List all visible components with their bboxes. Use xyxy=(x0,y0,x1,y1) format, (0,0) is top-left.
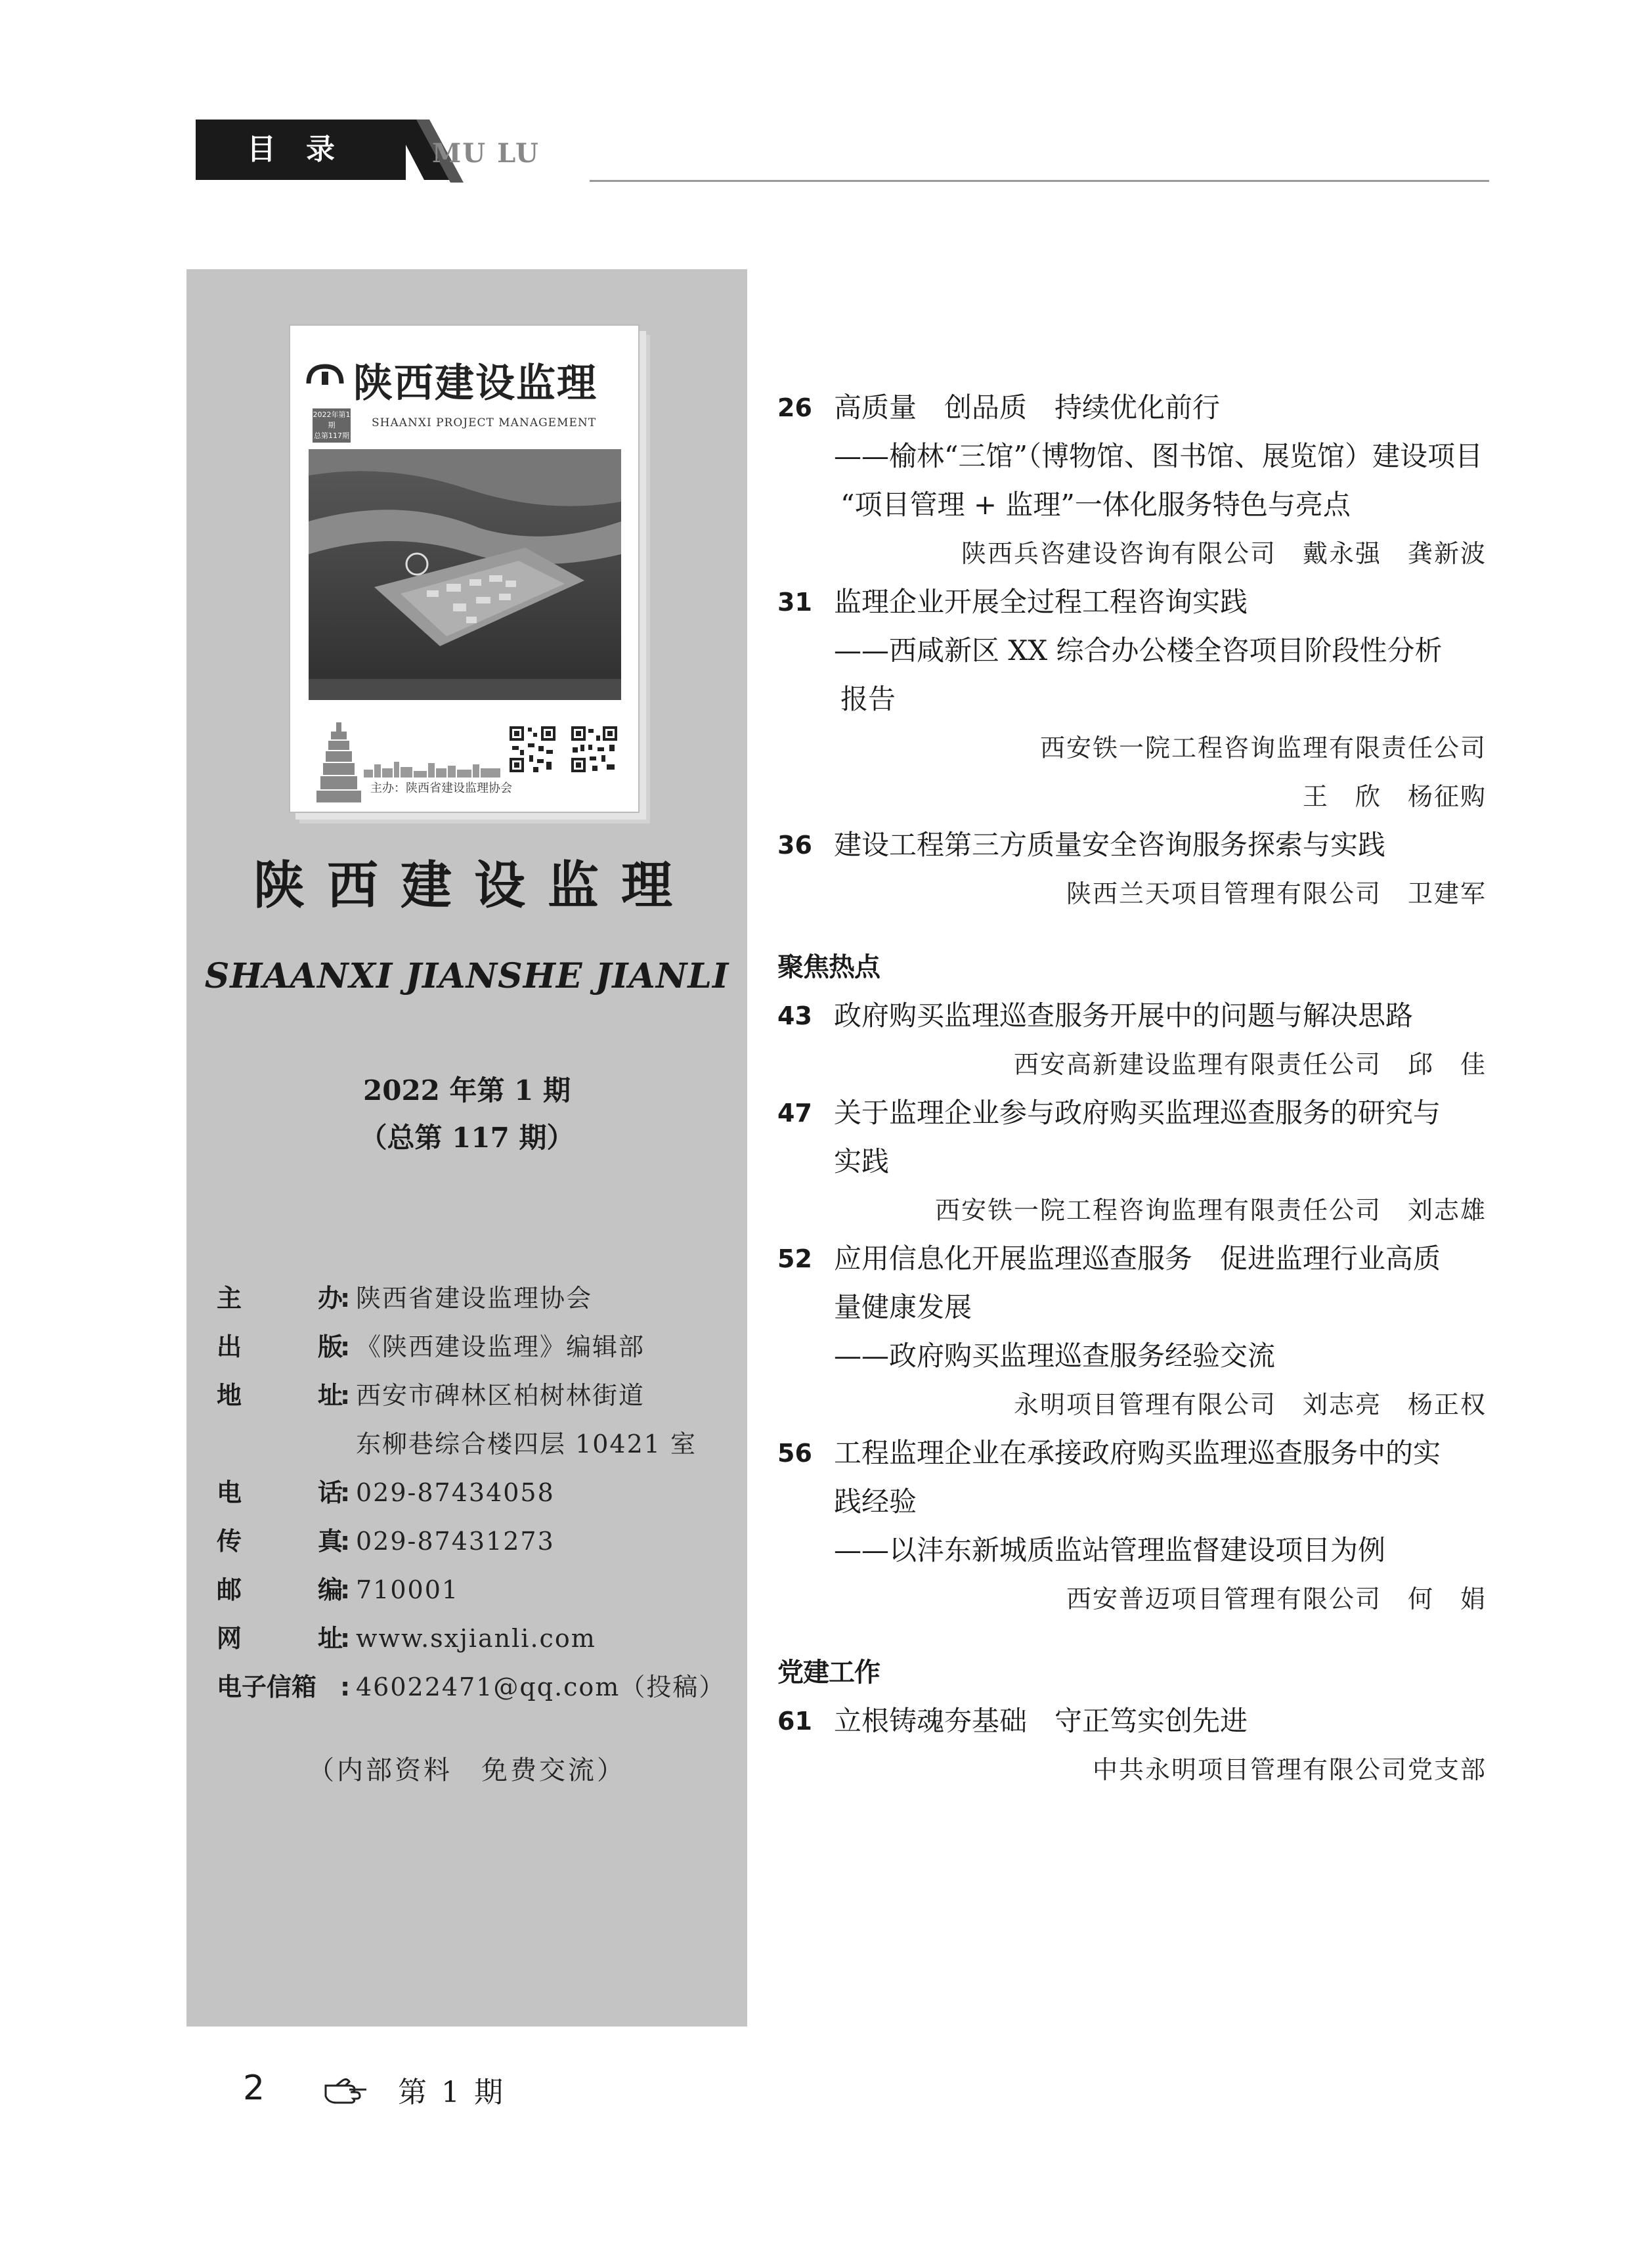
info-row xyxy=(217,1663,735,1711)
toc-title: 应用信息化开展监理巡查服务 促进监理行业高质 xyxy=(834,1242,1441,1275)
info-label: 主 办 xyxy=(217,1284,343,1313)
info-label: 电子信箱 xyxy=(217,1673,317,1701)
toc-title: 关于监理企业参与政府购买监理巡查服务的研究与 xyxy=(834,1097,1441,1129)
info-row xyxy=(217,1566,735,1614)
cover-subtitle-en: SHAANXI PROJECT MANAGEMENT xyxy=(372,416,597,429)
qr-code-icon xyxy=(569,724,620,775)
toc-page-number: 31 xyxy=(777,588,812,617)
qr-code-icon xyxy=(507,724,558,775)
info-row xyxy=(217,1323,735,1371)
section-heading: 党建工作 xyxy=(777,1657,880,1688)
toc-group xyxy=(777,1697,1487,1794)
toc-group xyxy=(777,992,1487,1623)
cover-title: 陕西建设监理 xyxy=(353,361,598,406)
publication-info xyxy=(217,1274,735,1711)
table-of-contents xyxy=(777,383,1487,1794)
cover-aerial-photo xyxy=(309,449,621,700)
toc-entry[interactable] xyxy=(777,1089,1487,1235)
toc-subtitle: 报告 xyxy=(840,683,896,715)
toc-entry[interactable] xyxy=(777,578,1487,821)
info-row xyxy=(217,1468,735,1517)
toc-subtitle: ——榆林“三馆”（博物馆、图书馆、展览馆）建设项目 xyxy=(834,440,1483,472)
toc-title: 工程监理企业在承接政府购买监理巡查服务中的实 xyxy=(834,1437,1441,1469)
info-value: 029-87434058 xyxy=(356,1478,555,1507)
info-colon: : xyxy=(340,1332,351,1361)
info-row xyxy=(217,1371,735,1420)
toc-subtitle: ——西咸新区 XX 综合办公楼全咨项目阶段性分析 xyxy=(834,634,1443,667)
info-colon: : xyxy=(340,1673,351,1701)
skyline-decoration xyxy=(364,759,502,778)
internal-note: （内部资料 免费交流） xyxy=(308,1755,626,1786)
magazine-title-cn: 陕西建设监理 xyxy=(253,856,695,915)
header-rule xyxy=(590,180,1489,182)
info-colon: : xyxy=(340,1624,351,1653)
toc-title: 量健康发展 xyxy=(834,1291,972,1323)
info-label: 地 址 xyxy=(217,1381,343,1410)
info-colon: : xyxy=(340,1381,351,1410)
info-colon: : xyxy=(340,1527,351,1556)
pagoda-icon xyxy=(313,720,365,802)
header-title-cn: 目录 xyxy=(196,120,406,180)
info-value: 710001 xyxy=(356,1575,460,1604)
cover-host: 主办：陕西省建设监理协会 xyxy=(370,781,512,795)
info-row-continued xyxy=(217,1420,735,1468)
toc-page-number: 36 xyxy=(777,831,812,860)
toc-page-number: 26 xyxy=(777,393,812,422)
toc-page-number: 43 xyxy=(777,1001,812,1030)
toc-author: 陕西兰天项目管理有限公司 卫建军 xyxy=(1066,879,1487,908)
info-label: 邮 编 xyxy=(217,1575,343,1604)
toc-title: 实践 xyxy=(834,1145,890,1177)
toc-entry[interactable] xyxy=(777,821,1487,918)
info-label: 传 真 xyxy=(217,1527,343,1556)
info-label: 网 址 xyxy=(217,1624,343,1653)
info-row xyxy=(217,1614,735,1663)
magazine-info-panel xyxy=(186,269,747,2027)
toc-entry[interactable] xyxy=(777,992,1487,1089)
toc-subtitle: “项目管理 + 监理”一体化服务特色与亮点 xyxy=(840,489,1351,521)
info-row xyxy=(217,1274,735,1323)
toc-entry[interactable] xyxy=(777,383,1487,578)
toc-page-number: 56 xyxy=(777,1439,812,1468)
info-value: 陕西省建设监理协会 xyxy=(356,1284,593,1313)
page-header xyxy=(196,120,1489,183)
toc-subtitle: ——政府购买监理巡查服务经验交流 xyxy=(834,1340,1276,1372)
issue-total-number: （总第 117 期） xyxy=(359,1122,575,1154)
info-row xyxy=(217,1517,735,1566)
pointing-hand-icon xyxy=(323,2076,369,2105)
toc-author: 西安普迈项目管理有限公司 何 娟 xyxy=(1066,1585,1487,1613)
footer-issue: 第 1 期 xyxy=(398,2076,506,2109)
info-colon: : xyxy=(340,1575,351,1604)
info-value: 029-87431273 xyxy=(356,1527,555,1556)
header-title-en: MU LU xyxy=(432,138,540,169)
magazine-logo-icon xyxy=(306,364,344,386)
toc-author: 陕西兵咨建设咨询有限公司 戴永强 龚新波 xyxy=(961,539,1487,568)
section-heading: 聚焦热点 xyxy=(777,952,880,982)
toc-title: 政府购买监理巡查服务开展中的问题与解决思路 xyxy=(834,999,1414,1032)
page-number: 2 xyxy=(243,2069,265,2108)
magazine-title-en: SHAANXI JIANSHE JIANLI xyxy=(204,956,729,996)
toc-title: 监理企业开展全过程工程咨询实践 xyxy=(834,586,1248,618)
toc-page-number: 47 xyxy=(777,1099,812,1128)
info-value: 西安市碑林区柏树林街道 xyxy=(356,1381,645,1410)
toc-author: 王 欣 杨征购 xyxy=(1302,782,1487,811)
toc-title: 立根铸魂夯基础 守正笃实创先进 xyxy=(834,1705,1248,1737)
info-colon: : xyxy=(340,1478,351,1507)
cover-issue-badge: 2022年第1期 总第117期 xyxy=(313,408,351,443)
toc-title: 高质量 创品质 持续优化前行 xyxy=(834,391,1221,424)
toc-author: 西安铁一院工程咨询监理有限责任公司 xyxy=(1039,734,1487,762)
issue-number: 2022 年第 1 期 xyxy=(363,1074,571,1107)
toc-entry[interactable] xyxy=(777,1235,1487,1429)
info-label: 电 话 xyxy=(217,1478,343,1507)
info-value[interactable]: 46022471@qq.com（投稿） xyxy=(356,1673,726,1701)
toc-author: 西安铁一院工程咨询监理有限责任公司 刘志雄 xyxy=(934,1196,1487,1225)
toc-page-number: 52 xyxy=(777,1244,812,1273)
toc-entry[interactable] xyxy=(777,1429,1487,1623)
toc-author: 永明项目管理有限公司 刘志亮 杨正权 xyxy=(1013,1390,1487,1419)
toc-author: 中共永明项目管理有限公司党支部 xyxy=(1092,1755,1487,1784)
toc-subtitle: ——以沣东新城质监站管理监督建设项目为例 xyxy=(834,1534,1386,1566)
cover-thumbnail xyxy=(289,324,640,813)
toc-entry[interactable] xyxy=(777,1697,1487,1794)
toc-title: 践经验 xyxy=(834,1485,917,1518)
info-value: 《陕西建设监理》编辑部 xyxy=(356,1332,645,1361)
info-label: 出 版 xyxy=(217,1332,343,1361)
info-colon: : xyxy=(340,1284,351,1313)
toc-title: 建设工程第三方质量安全咨询服务探索与实践 xyxy=(834,829,1386,861)
toc-author: 西安高新建设监理有限责任公司 邱 佳 xyxy=(1013,1050,1487,1079)
toc-group xyxy=(777,383,1487,918)
toc-page-number: 61 xyxy=(777,1707,812,1736)
info-value: 东柳巷综合楼四层 10421 室 xyxy=(356,1430,697,1458)
info-value[interactable]: www.sxjianli.com xyxy=(356,1624,596,1653)
